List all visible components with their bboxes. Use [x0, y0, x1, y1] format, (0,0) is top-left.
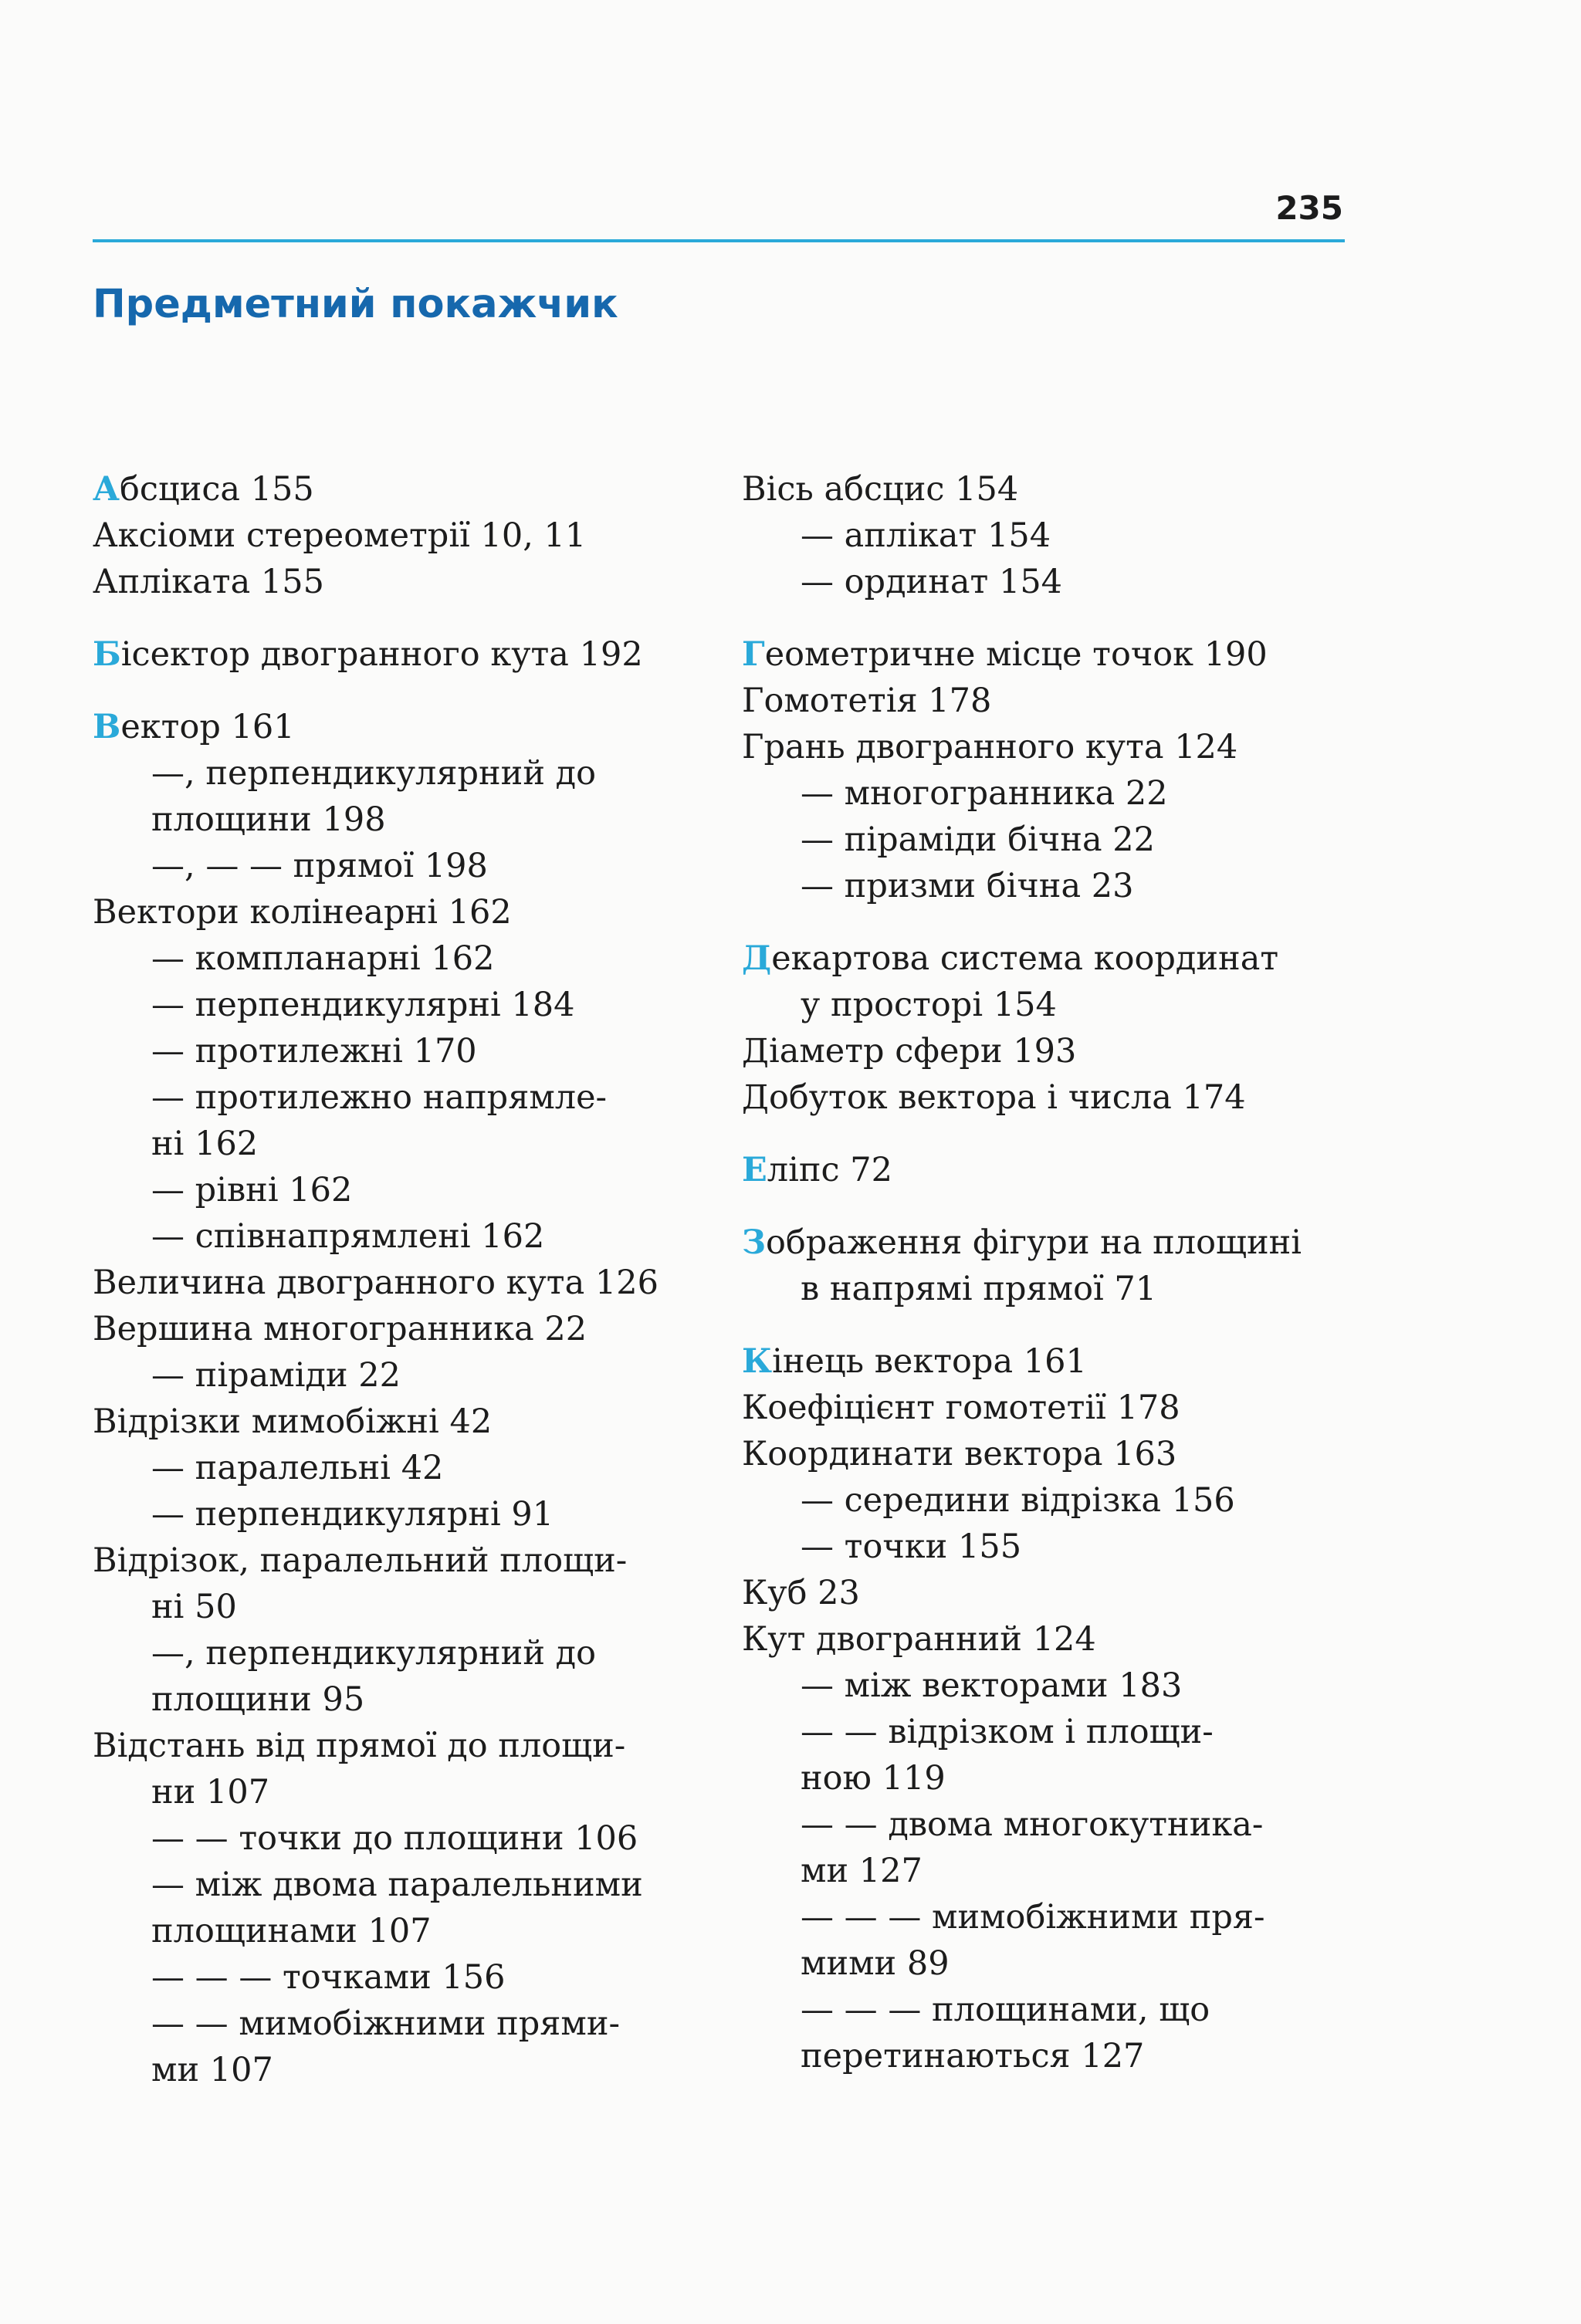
index-subentry [742, 1894, 1359, 1940]
index-entry-text: — паралельні 42 [151, 1449, 444, 1487]
index-letter: Г [742, 635, 765, 674]
index-entry-text: — між векторами 183 [801, 1666, 1183, 1705]
index-subentry [742, 1709, 1359, 1755]
index-subentry [93, 1074, 710, 1121]
index-entry [742, 724, 1359, 770]
index-letter: А [93, 470, 120, 509]
index-subentry [742, 1524, 1359, 1570]
index-entry-text: інець вектора 161 [772, 1342, 1087, 1381]
index-entry-text: Діаметр сфери 193 [742, 1032, 1077, 1071]
index-letter: Б [93, 635, 121, 674]
index-entry-text: — — двома многокутника- [801, 1805, 1264, 1844]
index-entry-text: ми 107 [151, 2051, 273, 2089]
index-subentry [93, 1445, 710, 1491]
index-entry-text: Відрізок, паралельний площи- [93, 1541, 628, 1580]
index-entry-text: Величина двогранного кута 126 [93, 1263, 658, 1302]
index-entry [742, 1028, 1359, 1074]
index-entry-text: ображення фігури на площині [766, 1223, 1302, 1262]
index-entry [742, 1385, 1359, 1431]
index-subentry [742, 559, 1359, 605]
index-subentry [742, 1848, 1359, 1894]
index-subentry [93, 1121, 710, 1167]
index-entry [93, 631, 710, 678]
index-subentry [93, 797, 710, 843]
index-entry-text: ектор 161 [120, 708, 295, 746]
index-letter: З [742, 1223, 767, 1262]
index-entry-text: Координати вектора 163 [742, 1435, 1177, 1473]
index-subentry [742, 1755, 1359, 1801]
index-subentry [93, 1352, 710, 1399]
page-number: 235 [1275, 189, 1343, 227]
index-subentry [742, 2033, 1359, 2079]
index-entry-text: — між двома паралельними [151, 1866, 643, 1904]
index-subentry [93, 935, 710, 982]
index-entry-text: — середини відрізка 156 [801, 1481, 1235, 1520]
index-entry [742, 1074, 1359, 1121]
header-rule [93, 239, 1345, 242]
index-entry-text: ми 127 [801, 1852, 923, 1890]
index-entry-text: —, перпендикулярний до [151, 1634, 597, 1673]
index-entry-text: — — — точками 156 [151, 1958, 506, 1997]
index-subentry [93, 2047, 710, 2093]
index-entry [742, 935, 1359, 982]
index-subentry [742, 1266, 1359, 1312]
index-group-right [742, 466, 1359, 605]
index-entry-text: Куб 23 [742, 1574, 860, 1612]
index-entry-text: — — мимобіжними прями- [151, 2004, 621, 2043]
index-entry-text: — призми бічна 23 [801, 867, 1134, 905]
index-subentry [742, 1987, 1359, 2033]
index-entry [742, 466, 1359, 512]
index-subentry [93, 1862, 710, 1908]
index-entry-text: площини 198 [151, 800, 386, 839]
index-group-right [742, 1220, 1359, 1312]
index-entry [93, 1723, 710, 1769]
index-subentry [742, 1801, 1359, 1848]
index-group-left [93, 466, 710, 605]
page-title: Предметний покажчик [93, 282, 618, 327]
index-entry-text: в напрямі прямої 71 [801, 1270, 1157, 1308]
index-group-left [93, 704, 710, 2093]
index-entry [93, 889, 710, 935]
index-entry-text: — рівні 162 [151, 1171, 353, 1209]
index-entry-text: —, перпендикулярний до [151, 754, 597, 793]
index-entry-text: ною 119 [801, 1759, 946, 1798]
index-group-left [93, 631, 710, 678]
index-entry-text: Вектори колінеарні 162 [93, 893, 512, 932]
index-subentry [93, 1815, 710, 1862]
index-group-right [742, 1147, 1359, 1193]
index-entry-text: Добуток вектора і числа 174 [742, 1078, 1246, 1117]
index-subentry [93, 1769, 710, 1815]
index-entry-text: мими 89 [801, 1944, 950, 1983]
index-entry [93, 704, 710, 750]
index-entry-text: Апліката 155 [93, 563, 324, 601]
index-letter: Д [742, 939, 772, 978]
index-subentry [93, 2001, 710, 2047]
index-entry-text: — аплікат 154 [801, 516, 1051, 555]
index-entry-text: — ординат 154 [801, 563, 1063, 601]
index-letter: К [742, 1342, 773, 1381]
index-entry [742, 1431, 1359, 1477]
index-subentry [93, 1167, 710, 1213]
index-entry-text: еометричне місце точок 190 [764, 635, 1268, 674]
index-entry [742, 1338, 1359, 1385]
index-entry-text: —, — — прямої 198 [151, 847, 488, 885]
index-entry-text: Грань двогранного кута 124 [742, 728, 1238, 766]
index-entry [93, 1537, 710, 1584]
index-entry [742, 678, 1359, 724]
index-subentry [93, 1584, 710, 1630]
index-group-right [742, 631, 1359, 909]
index-subentry [742, 817, 1359, 863]
index-entry-text: — точки 155 [801, 1527, 1022, 1566]
index-entry-text: Кут двогранний 124 [742, 1620, 1096, 1659]
index-entry-text: — протилежно напрямле- [151, 1078, 608, 1117]
index-entry-text: у просторі 154 [801, 986, 1057, 1024]
index-entry-text: екартова система координат [771, 939, 1279, 978]
index-subentry [742, 1940, 1359, 1987]
index-group-right [742, 935, 1359, 1121]
index-entry-text: площинами 107 [151, 1912, 432, 1950]
index-letter: Е [742, 1151, 767, 1189]
index-entry-text: — співнапрямлені 162 [151, 1217, 545, 1256]
index-entry-text: ни 107 [151, 1773, 270, 1812]
index-subentry [742, 863, 1359, 909]
index-subentry [93, 1028, 710, 1074]
index-entry [742, 1570, 1359, 1616]
index-entry-text: Відрізки мимобіжні 42 [93, 1402, 493, 1441]
index-group-right [742, 1338, 1359, 2079]
index-entry-text: — — — площинами, що [801, 1991, 1210, 2029]
index-subentry [742, 770, 1359, 817]
index-subentry [742, 1663, 1359, 1709]
index-entry [742, 1220, 1359, 1266]
index-subentry [93, 1954, 710, 2001]
index-entry-text: Відстань від прямої до площи- [93, 1727, 626, 1765]
index-letter: В [93, 708, 121, 746]
index-entry-text: Вершина многогранника 22 [93, 1310, 587, 1348]
index-entry [93, 512, 710, 559]
index-subentry [93, 1630, 710, 1676]
index-subentry [742, 512, 1359, 559]
index-entry-text: — — відрізком і площи- [801, 1713, 1214, 1751]
index-entry [742, 1147, 1359, 1193]
index-subentry [742, 1477, 1359, 1524]
index-entry [93, 1260, 710, 1306]
index-subentry [93, 843, 710, 889]
index-entry-text: — протилежні 170 [151, 1032, 477, 1071]
index-subentry [93, 1491, 710, 1537]
index-entry-text: площини 95 [151, 1680, 365, 1719]
index-entry-text: — піраміди 22 [151, 1356, 401, 1395]
index-entry [93, 1399, 710, 1445]
index-entry [93, 466, 710, 512]
index-subentry [93, 750, 710, 797]
index-subentry [93, 1213, 710, 1260]
index-entry-text: — многогранника 22 [801, 774, 1168, 813]
index-entry-text: ні 162 [151, 1125, 259, 1163]
index-entry-text: ні 50 [151, 1588, 237, 1626]
index-entry [742, 1616, 1359, 1663]
index-entry-text: — перпендикулярні 184 [151, 986, 575, 1024]
index-entry-text: — піраміди бічна 22 [801, 820, 1155, 859]
index-entry-text: Аксіоми стереометрії 10, 11 [93, 516, 587, 555]
index-entry-text: ліпс 72 [767, 1151, 892, 1189]
index-entry [93, 1306, 710, 1352]
index-entry-text: — — — мимобіжними пря- [801, 1898, 1265, 1937]
index-entry-text: — — точки до площини 106 [151, 1819, 638, 1858]
index-subentry [93, 1908, 710, 1954]
index-subentry [93, 982, 710, 1028]
index-entry-text: перетинаються 127 [801, 2037, 1145, 2075]
index-entry-text: — компланарні 162 [151, 939, 495, 978]
index-entry-text: ісектор двогранного кута 192 [120, 635, 643, 674]
index-column-right [742, 466, 1359, 2106]
index-entry-text: — перпендикулярні 91 [151, 1495, 554, 1534]
index-entry-text: Коефіцієнт гомотетії 178 [742, 1389, 1180, 1427]
index-entry [93, 559, 710, 605]
index-entry-text: бсциса 155 [120, 470, 314, 509]
index-column-left [93, 466, 710, 2119]
index-subentry [93, 1676, 710, 1723]
index-entry-text: Гомотетія 178 [742, 682, 992, 720]
index-entry-text: Вісь абсцис 154 [742, 470, 1019, 509]
index-entry [742, 631, 1359, 678]
index-subentry [742, 982, 1359, 1028]
